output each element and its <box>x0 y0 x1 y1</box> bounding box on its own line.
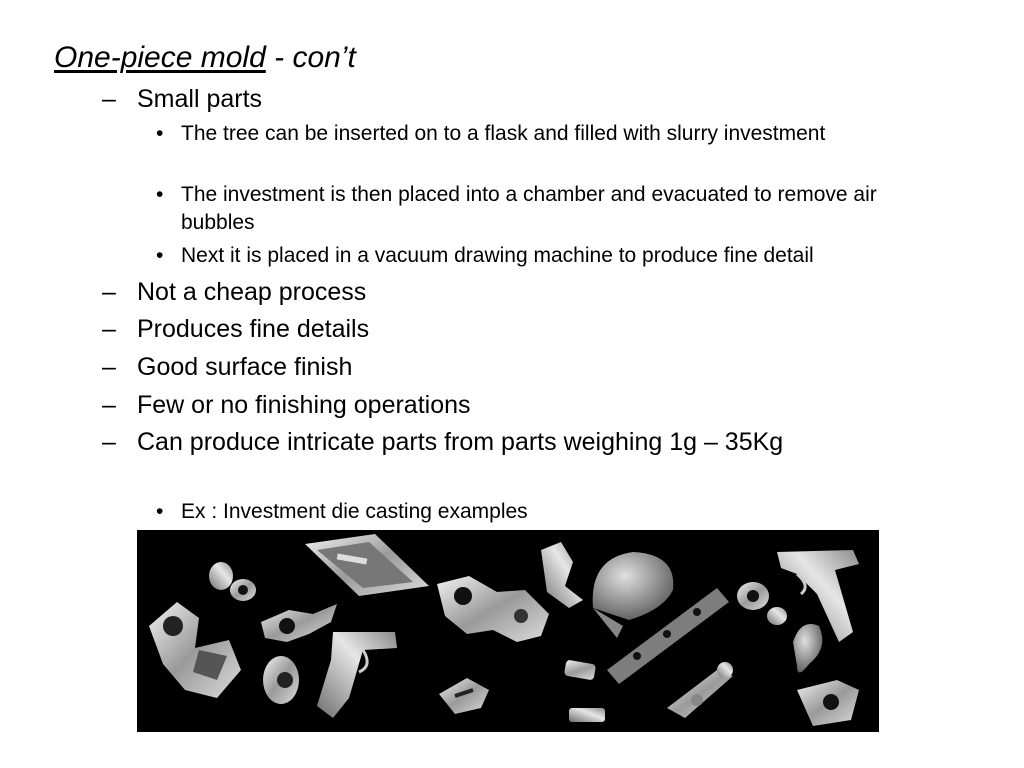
title-rest: - con’t <box>265 41 356 74</box>
subheading-text: Small parts <box>137 85 263 113</box>
bullet-marker: • <box>156 122 164 145</box>
subheading-text: Few or no finishing operations <box>137 391 471 419</box>
bullet-text: Next it is placed in a vacuum drawing machine to produce fine detail <box>181 244 814 267</box>
bullet-tree-inserted <box>156 120 956 148</box>
bullet-vacuum-drawing <box>156 242 996 270</box>
bullet-examples <box>156 498 956 526</box>
slide-title <box>54 40 356 76</box>
subheading-text: Not a cheap process <box>137 278 367 306</box>
casting-examples-photo <box>137 530 879 732</box>
bullet-investment-chamber <box>156 181 956 237</box>
bullet-text: Ex : Investment die casting examples <box>181 500 528 523</box>
dash-marker: – <box>102 428 116 456</box>
bullet-marker: • <box>156 500 164 523</box>
dash-marker: – <box>102 353 116 381</box>
dash-marker: – <box>102 85 116 113</box>
subheading-text: Can produce intricate parts from parts weighing 1g – 35Kg <box>137 428 784 456</box>
cast-cylinder-part <box>263 656 299 704</box>
bullet-marker: • <box>156 183 164 206</box>
bullet-marker: • <box>156 244 164 267</box>
subheading-text: Produces fine details <box>137 315 370 343</box>
subheading-text: Good surface finish <box>137 353 353 381</box>
dash-marker: – <box>102 391 116 419</box>
dash-marker: – <box>102 315 116 343</box>
dash-marker: – <box>102 278 116 306</box>
bullet-text: The tree can be inserted on to a flask and filled with slurry investment <box>181 122 826 145</box>
title-underlined: One-piece mold <box>54 41 266 74</box>
bullet-text: The investment is then placed into a chamber and evacuated to remove air bubbles <box>181 183 877 234</box>
